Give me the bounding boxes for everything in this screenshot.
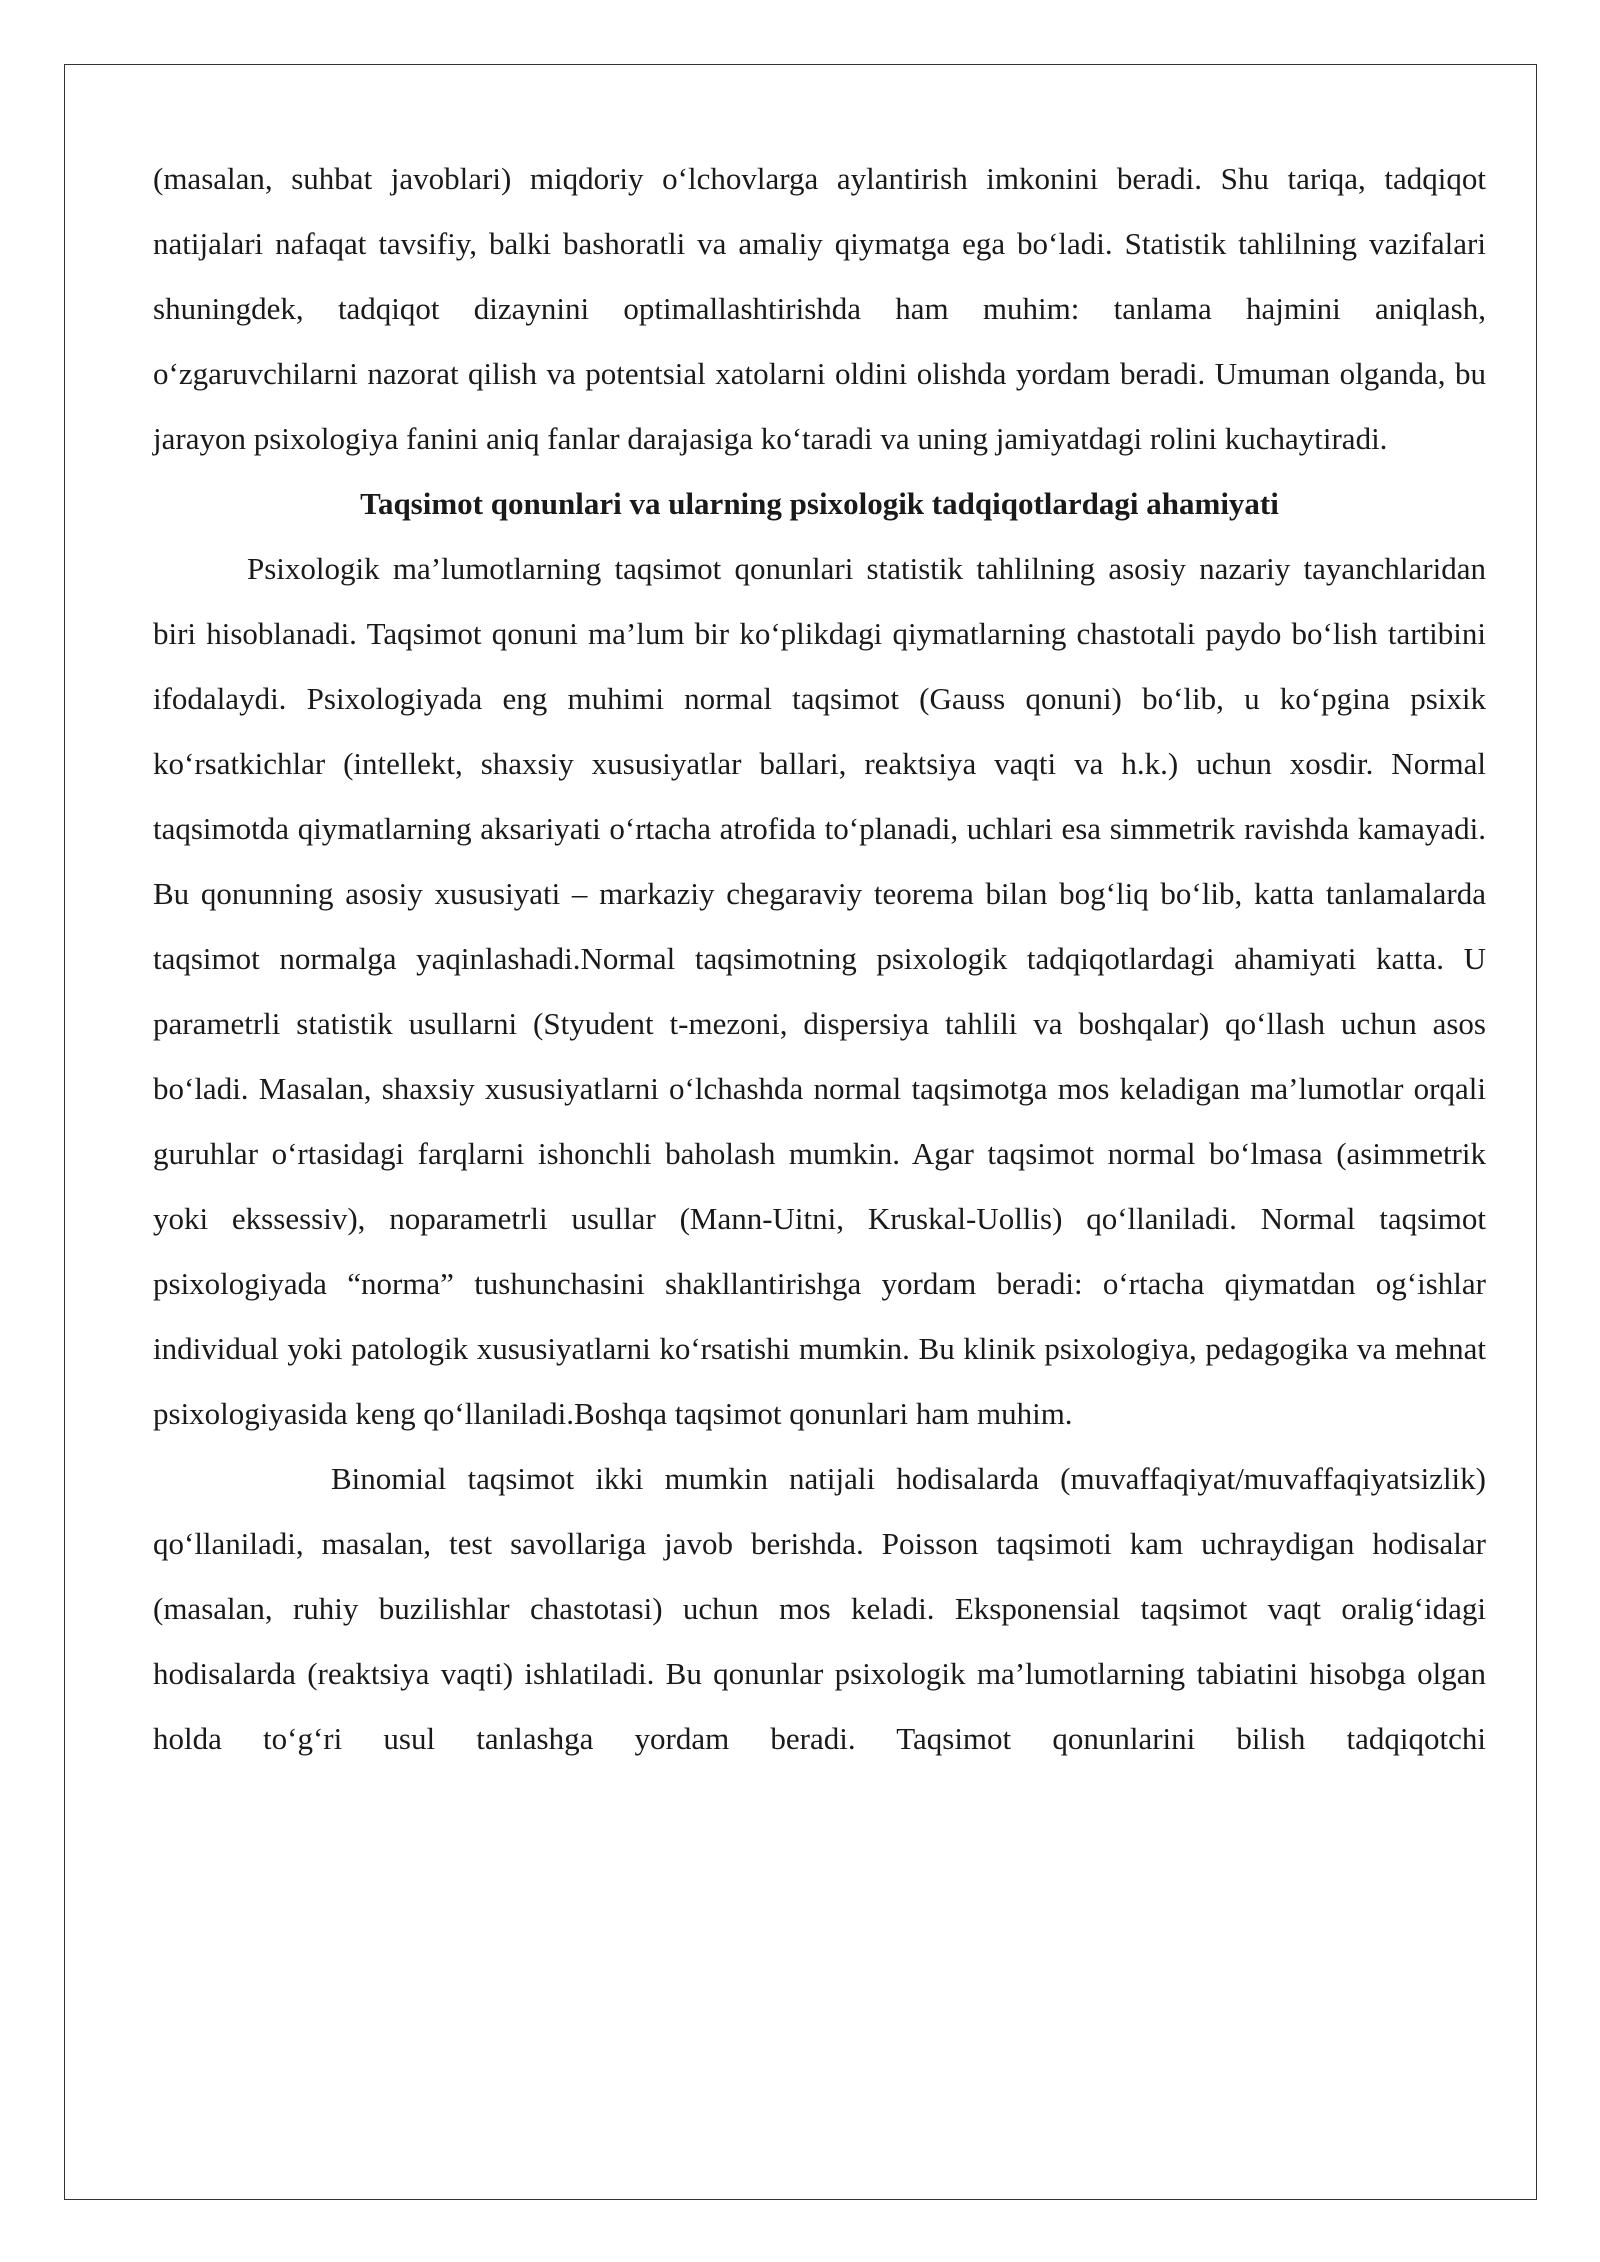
section-heading: Taqsimot qonunlari va ularning psixologik tadqiqotlardagi ahamiyati: [360, 486, 1279, 521]
paragraph-distribution-laws: Psixologik ma’lumotlarning taqsimot qonunlari statistik tahlilning asosiy nazariy tayanchlaridan biri hisoblanadi. Taqsimot qonuni ma’lum bir ko‘plikdagi qiymatlarning chastotali paydo bo‘lish tartibini ifodalaydi. Psixologiyada eng muhimi normal taqsimot (Gauss qonuni) bo‘lib, u ko‘pgina psixik ko‘rsatkichlar (intellekt, shaxsiy xususiyatlar ballari, reaktsiya vaqti va h.k.) uchun xosdir. Normal taqsimotda qiymatlarning aksariyati o‘rtacha atrofida to‘planadi, uchlari esa simmetrik ravishda kamayadi. Bu qonunning asosiy xususiyati – markaziy chegaraviy teorema bilan bog‘liq bo‘lib, katta tanlamalarda taqsimot normalga yaqinlashadi.Normal taqsimotning psixologik tadqiqotlardagi ahamiyati katta. U parametrli statistik usullarni (Styudent t-mezoni, dispersiya tahlili va boshqalar) qo‘llash uchun asos bo‘ladi. Masalan, shaxsiy xususiyatlarni o‘lchashda normal taqsimotga mos keladigan ma’lumotlar orqali guruhlar o‘rtasidagi farqlarni ishonchli baholash mumkin. Agar taqsimot normal bo‘lmasa (asimmetrik yoki ekssessiv), noparametrli usullar (Mann-Uitni, Kruskal-Uollis) qo‘llaniladi. Normal taqsimot psixologiyada “norma” tushunchasini shakllantirishga yordam beradi: o‘rtacha qiymatdan og‘ishlar individual yoki patologik xususiyatlarni ko‘rsatishi mumkin. Bu klinik psixologiya, pedagogika va mehnat psixologiyasida keng qo‘llaniladi.Boshqa taqsimot qonunlari ham muhim.: [153, 551, 1486, 1431]
paragraph-other-distributions: Binomial taqsimot ikki mumkin natijali hodisalarda (muvaffaqiyat/muvaffaqiyatsizlik) qo‘llaniladi, masalan, test savollariga javob berishda. Poisson taqsimoti kam uchraydigan hodisalar (masalan, ruhiy buzilishlar chastotasi) uchun mos keladi. Eksponensial taqsimot vaqt oralig‘idagi hodisalarda (reaktsiya vaqti) ishlatiladi. Bu qonunlar psixologik ma’lumotlarning tabiatini hisobga olgan holda to‘g‘ri usul tanlashga yordam beradi. Taqsimot qonunlarini bilish tadqiqotchi: [153, 1461, 1486, 1756]
paragraph-intro: (masalan, suhbat javoblari) miqdoriy o‘lchovlarga aylantirish imkonini beradi. Shu tariqa, tadqiqot natijalari nafaqat tavsifiy, balki bashoratli va amaliy qiymatga ega bo‘ladi. Statistik tahlilning vazifalari shuningdek, tadqiqot dizaynini optimallashtirishda ham muhim: tanlama hajmini aniqlash, o‘zgaruvchilarni nazorat qilish va potentsial xatolarni oldini olishda yordam beradi. Umuman olganda, bu jarayon psixologiya fanini aniq fanlar darajasiga ko‘taradi va uning jamiyatdagi rolini kuchaytiradi.: [153, 161, 1486, 456]
document-body: [153, 146, 1486, 1771]
